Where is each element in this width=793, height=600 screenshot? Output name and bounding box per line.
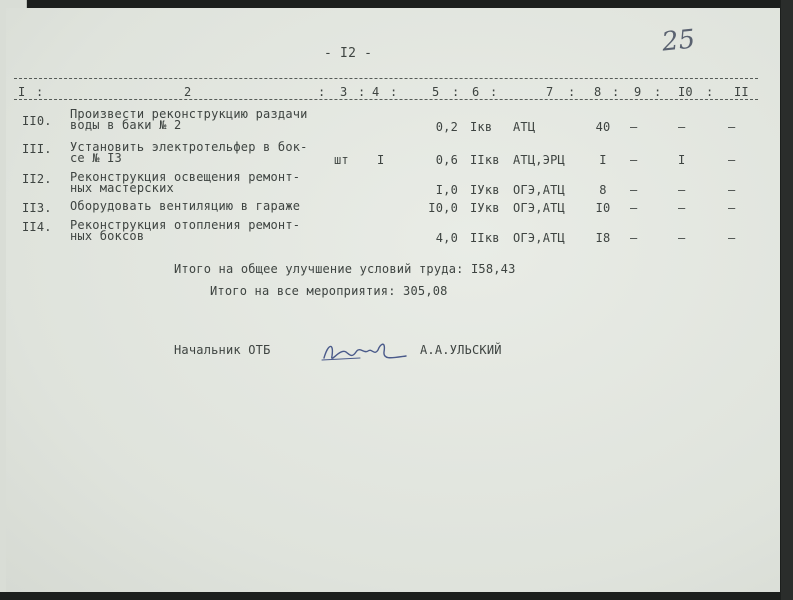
- page-number: - I2 -: [324, 46, 373, 61]
- cell-col10: I: [678, 153, 686, 167]
- col-separator: :: [568, 85, 576, 99]
- row-number: III.: [22, 142, 52, 156]
- cell-col10: –: [678, 201, 686, 215]
- row-text-line: ных мастерских: [70, 181, 174, 195]
- cell-executor: ОГЭ,АТЦ: [513, 231, 565, 245]
- cell-col10: –: [678, 183, 686, 197]
- cell-col8: I8: [595, 231, 611, 245]
- cell-col11: –: [728, 201, 736, 215]
- col-separator: :: [706, 85, 714, 99]
- cell-quarter: IIкв: [470, 231, 500, 245]
- row-number: II0.: [22, 114, 52, 128]
- header-rule-top: [14, 78, 758, 79]
- col-separator: :: [654, 85, 662, 99]
- cell-col11: –: [728, 183, 736, 197]
- col-separator: :: [490, 85, 498, 99]
- col-header-4: 4: [372, 85, 380, 99]
- col-header-9: 9: [634, 85, 642, 99]
- row-text-line: ных боксов: [70, 229, 145, 243]
- col-header-2: 2: [184, 85, 192, 99]
- cell-col11: –: [728, 231, 736, 245]
- scan-border-right: [781, 0, 793, 600]
- cell-cost: 4,0: [435, 231, 458, 245]
- cell-col10: –: [678, 120, 686, 134]
- col-separator: :: [390, 85, 398, 99]
- cell-col10: –: [678, 231, 686, 245]
- handwritten-sheet-number: 25: [660, 24, 697, 58]
- cell-executor: ОГЭ,АТЦ: [513, 201, 565, 215]
- row-text-line: Произвести реконструкцию раздачи: [70, 107, 308, 121]
- cell-col8: 8: [599, 183, 607, 197]
- cell-col9: –: [630, 231, 638, 245]
- col-header-3: 3: [340, 85, 348, 99]
- total-labor-conditions: Итого на общее улучшение условий труда: I58,43: [174, 262, 516, 276]
- row-text-line: Реконструкция отопления ремонт-: [70, 218, 301, 232]
- total-all-measures: Итого на все мероприятия: 305,08: [210, 284, 448, 298]
- cell-col8: I0: [595, 201, 611, 215]
- signatory-title: Начальник ОТБ: [174, 343, 271, 357]
- row-text-line: Оборудовать вентиляцию в гараже: [70, 199, 301, 213]
- col-separator: :: [452, 85, 460, 99]
- cell-col11: –: [728, 120, 736, 134]
- cell-col9: –: [630, 120, 638, 134]
- signatory-name: А.А.УЛЬСКИЙ: [420, 343, 502, 357]
- col-header-6: 6: [472, 85, 480, 99]
- cell-quarter: Iкв: [470, 120, 493, 134]
- col-separator: :: [318, 85, 326, 99]
- row-number: II2.: [22, 172, 52, 186]
- cell-cost: I,0: [435, 183, 458, 197]
- col-separator: :: [36, 85, 44, 99]
- cell-quarter: IУкв: [470, 183, 500, 197]
- cell-cost: 0,6: [435, 153, 458, 167]
- cell-cost: I0,0: [428, 201, 458, 215]
- handwritten-signature: [320, 336, 410, 370]
- header-rule-bottom: [14, 99, 758, 100]
- row-text-line: Установить электротельфер в бок-: [70, 140, 308, 154]
- row-text-line: Реконструкция освещения ремонт-: [70, 170, 301, 184]
- cell-unit: шт: [334, 153, 349, 167]
- cell-col9: –: [630, 201, 638, 215]
- col-header-1: I: [18, 85, 26, 99]
- col-header-7: 7: [546, 85, 554, 99]
- cell-qty: I: [377, 153, 385, 167]
- document-page: [6, 8, 780, 592]
- cell-col11: –: [728, 153, 736, 167]
- col-header-11: II: [734, 85, 749, 99]
- col-separator: :: [358, 85, 366, 99]
- cell-executor: ОГЭ,АТЦ: [513, 183, 565, 197]
- cell-executor: АТЦ: [513, 120, 536, 134]
- cell-col9: –: [630, 183, 638, 197]
- row-number: II4.: [22, 220, 52, 234]
- col-header-10: I0: [678, 85, 693, 99]
- cell-quarter: IУкв: [470, 201, 500, 215]
- cell-col8: 40: [595, 120, 611, 134]
- cell-col8: I: [599, 153, 607, 167]
- col-header-8: 8: [594, 85, 602, 99]
- cell-executor: АТЦ,ЭРЦ: [513, 153, 565, 167]
- cell-quarter: IIкв: [470, 153, 500, 167]
- row-text-line: воды в баки № 2: [70, 118, 182, 132]
- col-separator: :: [612, 85, 620, 99]
- row-text-line: се № I3: [70, 151, 122, 165]
- cell-col9: –: [630, 153, 638, 167]
- cell-cost: 0,2: [435, 120, 458, 134]
- row-number: II3.: [22, 201, 52, 215]
- col-header-5: 5: [432, 85, 440, 99]
